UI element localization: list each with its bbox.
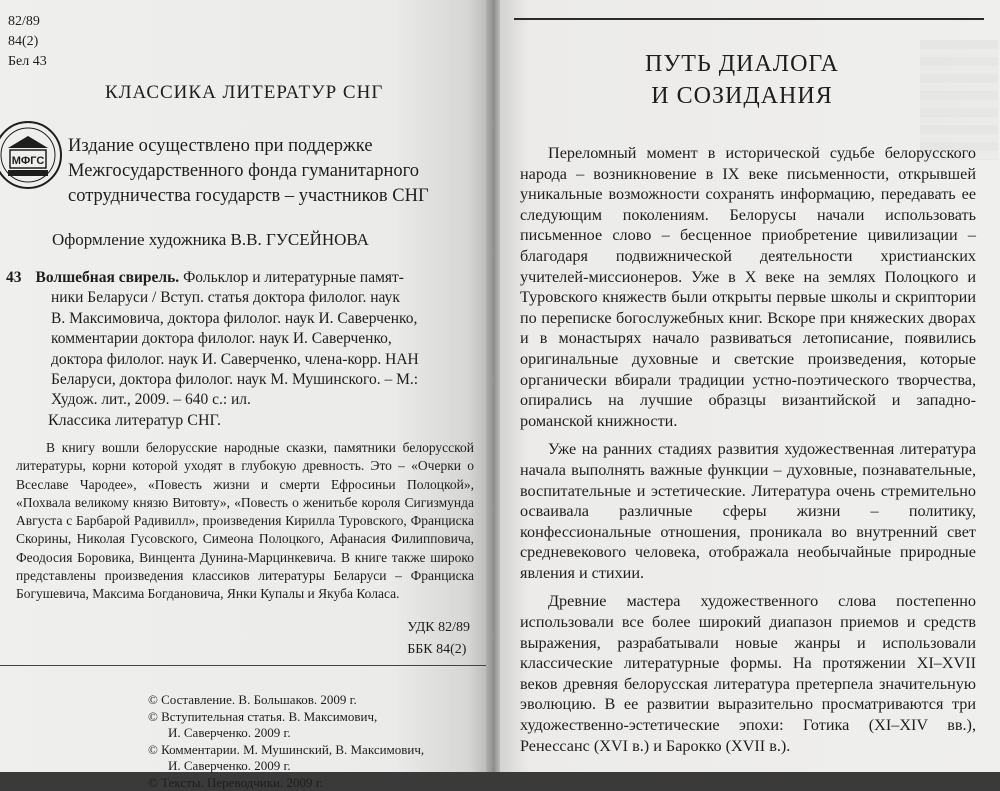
annotation: В книгу вошли белорусские народные сказки, памятники белорусской литературы, корни которой уходят в глубокую древность. Это – «Очерки о Всеславе Чародее», «Повесть жизни и смерти Ефросиньи Полоцкой», «Похвала великому князю Витовту», «Повесть о женитьбе короля Сигизмунда Августа с Барбарой Радивилл», произведения Кирилла Туровского, Франциска Скорины, Николая Гусовского, Симеона Полоцкого, Афанасия Филипповича, Феодосия Боровика, Винцента Дунина-Марцинкевича. В книге также широко представлены произведения классиков литературы Беларуси – Франциска Богушевича, Максима Богдановича, Янки Купалы и Якуба Коласа.: [16, 439, 474, 604]
series-line: Классика литератур СНГ.: [48, 412, 221, 430]
support-line: Издание осуществлено при поддержке: [68, 134, 478, 159]
chapter-title: [500, 48, 984, 112]
left-page: [0, 0, 488, 772]
bbk-code: ББК 84(2): [407, 639, 470, 661]
paragraph: Уже на ранних стадиях развития художественная литература начала выполнять важные функции – духовные, познавательные, воспитательные и эстетические. Литература очень стремительно осваивала различные сферы жизни – политику, конфессиональные отношения, проникала во внутренний свет средневекового человека, отображала необычайные природные явления и стихии.: [520, 439, 976, 583]
bib-line: Беларуси, доктора филолог. наук М. Мушинского. – М.:: [6, 370, 470, 390]
copyright-line: © Тексты. Переводчики. 2009 г.: [148, 775, 424, 791]
cip-code: Бел 43: [8, 52, 47, 72]
cip-codes: [8, 12, 47, 72]
series-heading: КЛАССИКА ЛИТЕРАТУР СНГ: [105, 82, 383, 104]
bib-first-line: [6, 268, 470, 288]
top-rule: [514, 18, 984, 20]
chapter-title-line: ПУТЬ ДИАЛОГА: [500, 48, 984, 80]
cip-code: 82/89: [8, 12, 47, 32]
copyright-line: © Комментарии. М. Мушинский, В. Максимович,: [148, 742, 424, 759]
designer-credit: Оформление художника В.В. ГУСЕЙНОВА: [52, 230, 369, 250]
bib-line: Худож. лит., 2009. – 640 с.: ил.: [6, 390, 470, 410]
classification-codes: [407, 617, 470, 661]
chapter-title-line: И СОЗИДАНИЯ: [500, 80, 984, 112]
divider: [0, 665, 488, 666]
bib-line: ники Беларуси / Вступ. статья доктора филолог. наук: [6, 288, 470, 308]
cip-code: 84(2): [8, 32, 47, 52]
bibliographic-record: [6, 268, 470, 411]
copyright-line: И. Саверченко. 2009 г.: [148, 725, 424, 742]
support-line: сотрудничества государств – участников СНГ: [68, 184, 478, 209]
udk-code: УДК 82/89: [407, 617, 470, 639]
support-line: Межгосударственного фонда гуманитарного: [68, 159, 478, 184]
bib-line: В. Максимовича, доктора филолог. наук И. Саверченко,: [6, 309, 470, 329]
paragraph: Древние мастера художественного слова постепенно использовали все более широкий диапазон приемов и средств выражения, разрабатывали новые жанры и использовали классические литературные формы. На протяжении XI–XVII веков древняя белорусская литература претерпела значительную эволюцию. В ее развитии выразительно просматриваются три художественно-эстетические эпохи: Готика (XI–XIV вв.), Ренессанс (XVI в.) и Барокко (XVII в.).: [520, 591, 976, 756]
bib-number: 43: [6, 269, 22, 286]
copyright-block: [148, 692, 424, 791]
right-page: [500, 0, 1000, 772]
copyright-line: © Вступительная статья. В. Максимович,: [148, 709, 424, 726]
copyright-line: © Составление. В. Большаков. 2009 г.: [148, 692, 424, 709]
bib-line: доктора филолог. наук И. Саверченко, члена-корр. НАН: [6, 350, 470, 370]
bib-line: Фольклор и литературные памят-: [183, 269, 404, 286]
copyright-line: И. Саверченко. 2009 г.: [148, 758, 424, 775]
paragraph: Переломный момент в исторической судьбе белорусского народа – возникновение в IX веке письменности, открывшей уникальные возможности сохранять информацию, передавать ее следующим поколениям. Белорусы начали использовать письменное слово – бесценное приобретение цивилизации – благодаря подвижнической деятельности христианских учителей-миссионеров. Уже в X веке на землях Полоцкого и Туровского княжеств были открыты первые школы и скриптории по переписке богослужебных книг. Вскоре при княжеских дворах и в монастырях начало развиваться летописание, появились оригинальные духовные и светские произведения, которые органически вбирали традиции устно-поэтического творчества, опирались на лучшие образцы византийской и западно-романской книжности.: [520, 143, 976, 431]
support-statement: [68, 134, 478, 209]
bib-line: комментарии доктора филолог. наук И. Саверченко,: [6, 329, 470, 349]
chapter-body: [520, 143, 976, 756]
logo-text: МФГС: [12, 155, 45, 167]
foundation-logo-icon: [0, 118, 62, 192]
bib-title: Волшебная свирель.: [36, 269, 180, 286]
